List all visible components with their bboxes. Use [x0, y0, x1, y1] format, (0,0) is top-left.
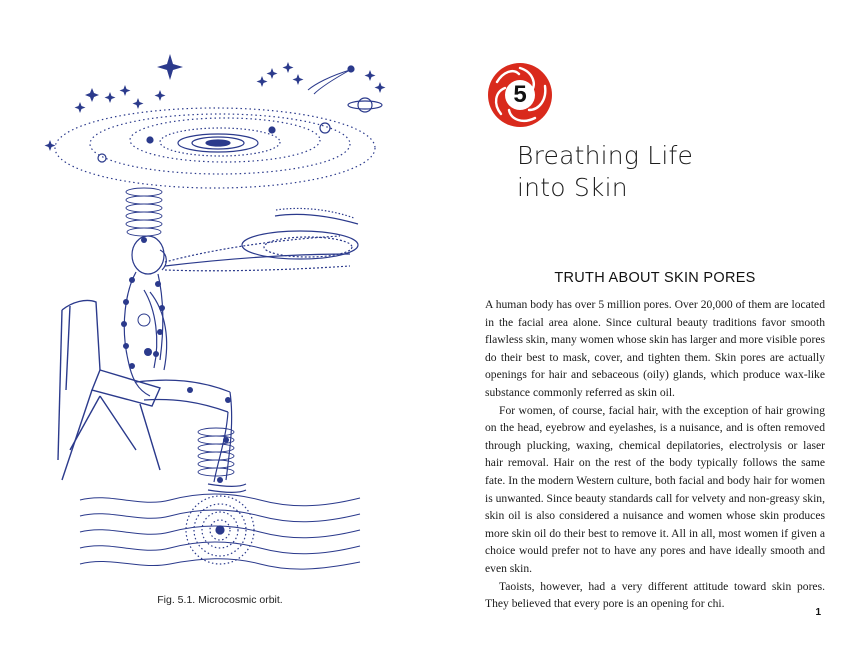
- chapter-title: [517, 140, 817, 204]
- chapter-title-line2: into Skin: [517, 173, 628, 202]
- paragraph: A human body has over 5 million pores. Over 20,000 of them are located in the facial area alone. Since cultural beauty traditions favor smooth flawless skin, many women whose skin has larger and more visible pores do their best to mask, cover, and tighten them. Skin pores are actually openings for hair and sebaceous (oily) glands, which produce wax-like substance commonly referred as skin oil.: [485, 298, 825, 399]
- section-heading: TRUTH ABOUT SKIN PORES: [554, 270, 756, 286]
- chapter-title-line1: Breathing Life: [517, 141, 694, 170]
- chapter-number: 5: [513, 81, 527, 108]
- page-number: 1: [815, 607, 821, 618]
- right-page: [433, 0, 866, 650]
- body-text: [485, 296, 825, 613]
- microcosmic-orbit-illustration: [40, 40, 400, 570]
- paragraph: Taoists, however, had a very different attitude toward skin pores. They believed that every pore is an opening for chi.: [485, 579, 825, 611]
- paragraph: For women, of course, facial hair, with the exception of hair growing on the head, eyebrow and eyelashes, is a nuisance, and is often removed through plucking, waxing, chemical depilatories, electrolysis or laser hair removal. Hair on the rest of the body typically follows the same fate. In the modern Western culture, both facial and body hair for women is unwanted. Since beauty standards call for velvety and non-greasy skin, skin oil is also considered a nuisance and women whose skin produces more skin oil do their best to remove it. All in all, most women if given a choice would prefer not to have any pores and have ideally smooth and even skin.: [485, 403, 825, 575]
- figure-caption: Fig. 5.1. Microcosmic orbit.: [157, 594, 283, 606]
